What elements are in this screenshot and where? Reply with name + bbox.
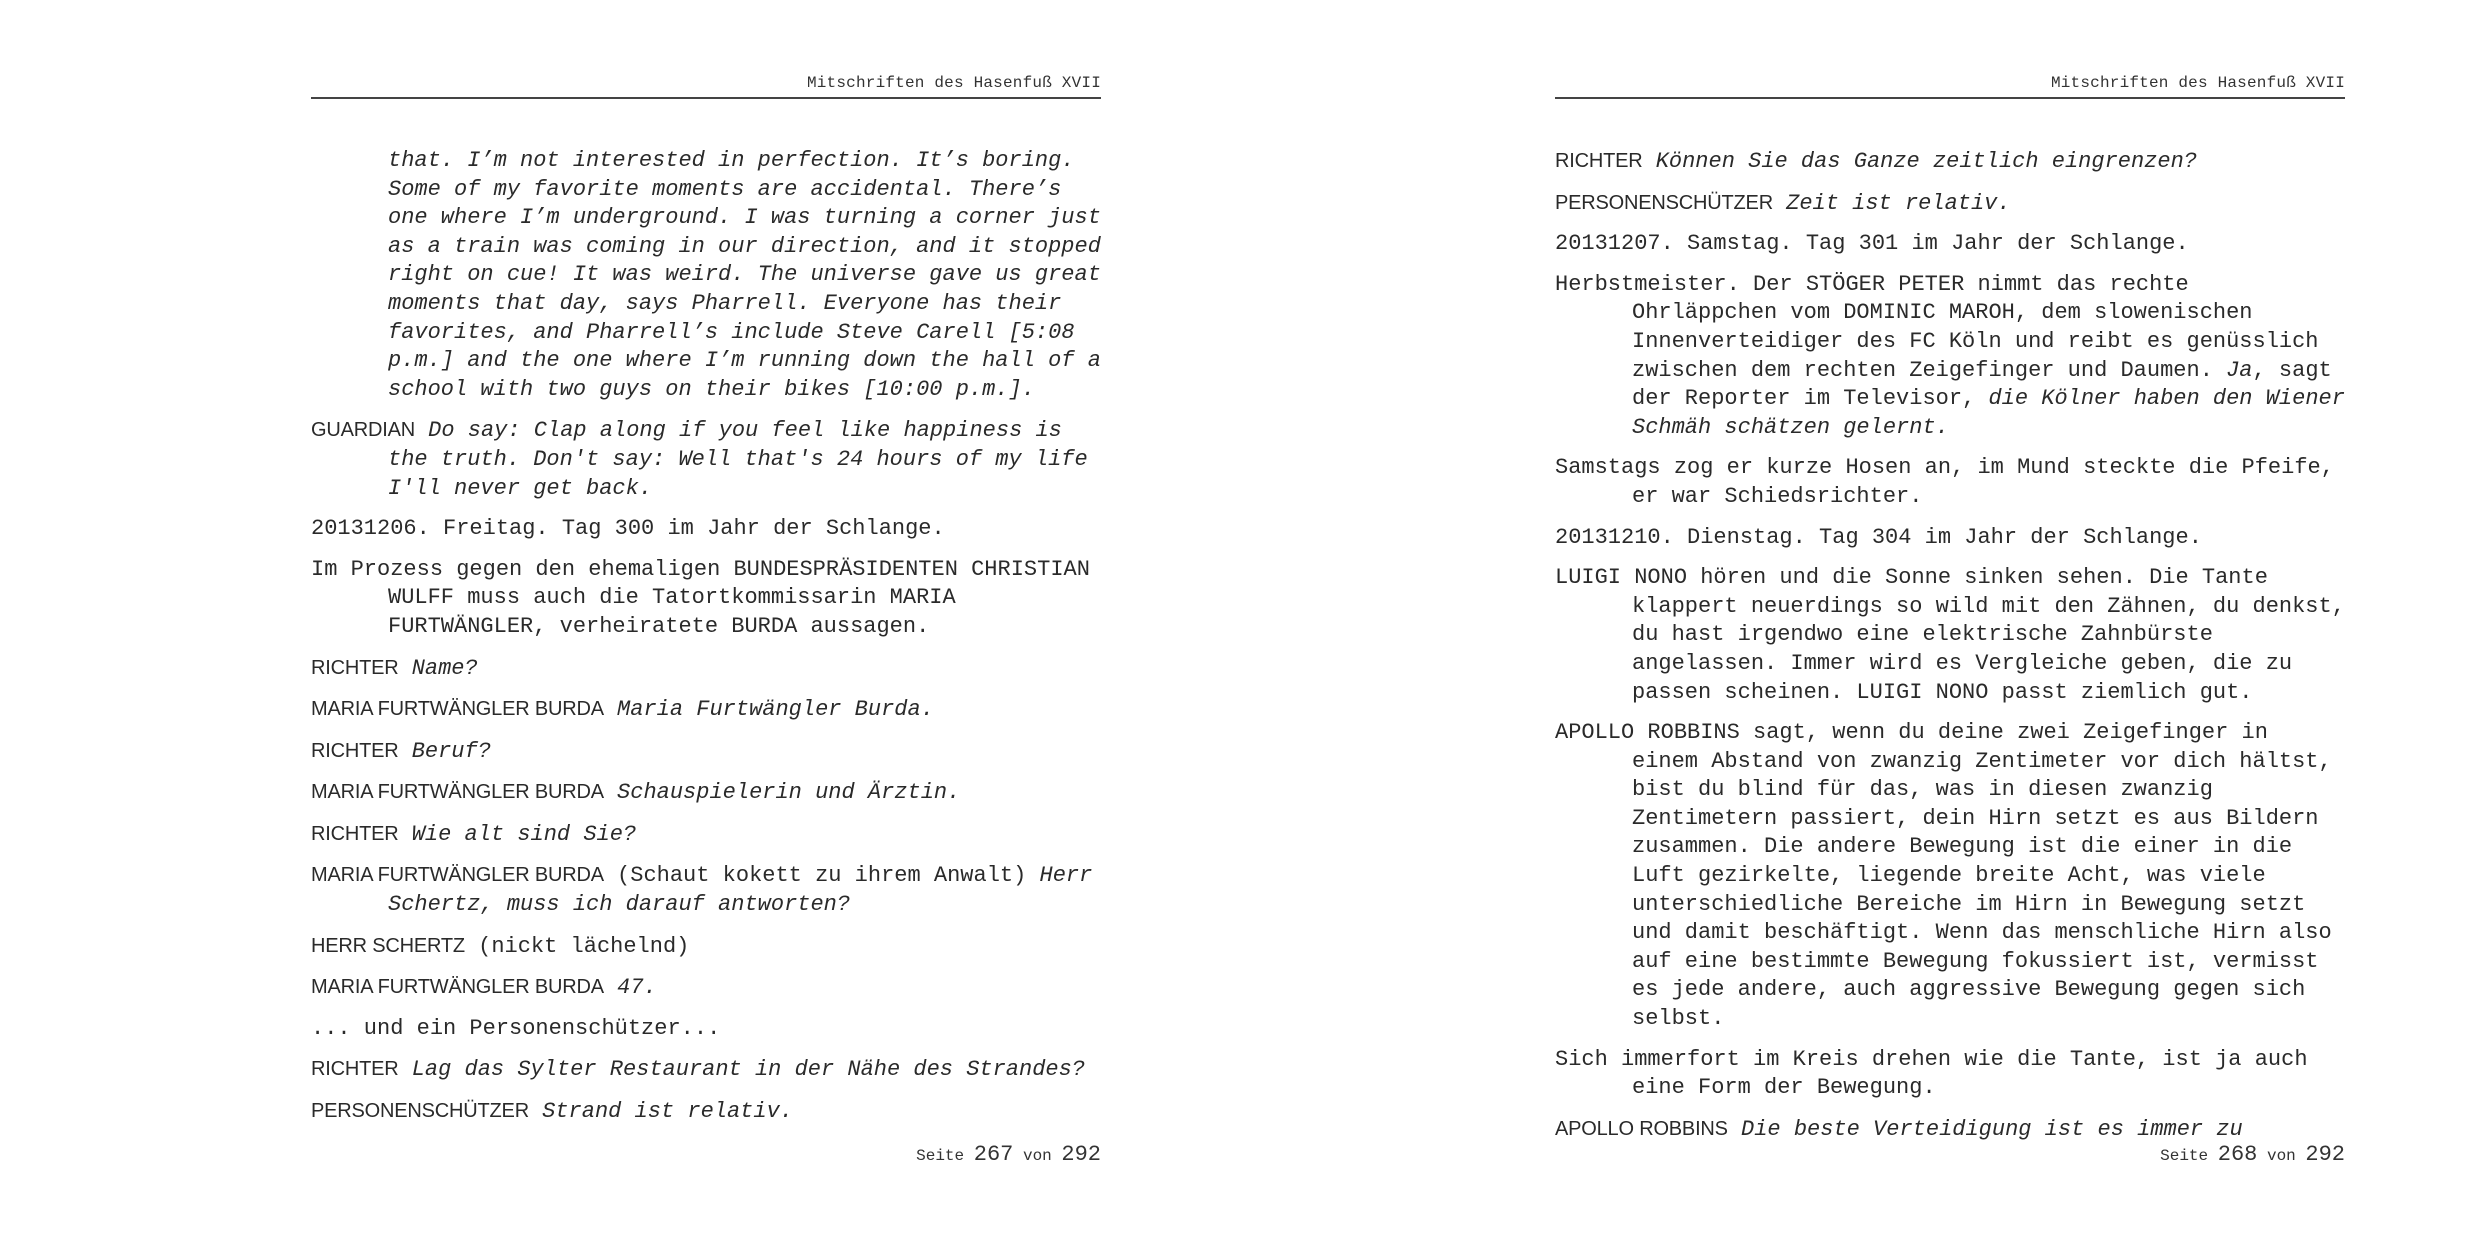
speaker-name: PERSONENSCHÜTZER bbox=[1555, 191, 1773, 214]
header-rule bbox=[1555, 97, 2345, 99]
page-number: 268 bbox=[2217, 1142, 2258, 1167]
dialogue-line bbox=[311, 416, 1101, 503]
italic-text: Strand ist relativ. bbox=[542, 1099, 793, 1125]
italic-text: Die beste Verteidigung ist es immer zu bbox=[1741, 1116, 2243, 1142]
page-number: 267 bbox=[973, 1142, 1014, 1167]
dialogue-line bbox=[311, 820, 1101, 850]
plain-text: Im Prozess gegen den ehemaligen BUNDESPRÄSIDENTEN CHRISTIAN WULFF muss auch die Tatortkommissarin MARIA FURTWÄNGLER, verheiratete BURDA aussagen. bbox=[311, 556, 1090, 639]
italic-text: Können Sie das Ganze zeitlich eingrenzen? bbox=[1655, 149, 2197, 174]
paragraph bbox=[1555, 719, 2345, 1034]
plain-text: LUIGI NONO hören und die Sonne sinken sehen. Die Tante klappert neuerdings so wild mit den Zähnen, du denkst, du hast irgendwo eine elektrische Zahnbürste angelassen. Immer wird es Vergleiche geben, die zu passen scheinen. LUIGI NONO passt ziemlich gut. bbox=[1555, 565, 2345, 705]
dialogue-line bbox=[311, 1097, 1101, 1127]
page-total: 292 bbox=[2305, 1142, 2345, 1167]
speaker-name: RICHTER bbox=[311, 739, 399, 762]
stage-direction: (nickt lächelnd) bbox=[478, 933, 690, 959]
plain-text: 20131207. Samstag. Tag 301 im Jahr der Schlange. bbox=[1555, 231, 2189, 257]
speaker-name: RICHTER bbox=[311, 656, 399, 679]
dialogue-line bbox=[311, 973, 1101, 1003]
dialogue-line bbox=[311, 778, 1101, 808]
page-body bbox=[1555, 147, 2345, 1156]
paragraph bbox=[1555, 271, 2345, 443]
page-footer bbox=[311, 1142, 1101, 1167]
dialogue-line bbox=[1555, 189, 2345, 219]
date-line bbox=[311, 515, 1101, 544]
speaker-name: GUARDIAN bbox=[311, 419, 415, 442]
italic-text: that. I’m not interested in perfection. It’s boring. Some of my favorite moments are accidental. There’s one where I’m underground. I was turning a corner just as a train was coming in our direction, and it stopped right on cue! It was weird. The universe gave us great moments that day, says Pharrell. Everyone has their favorites, and Pharrell’s include Steve Carell [5:08 p.m.] and the one where I’m running down the hall of a school with two guys on their bikes [10:00 p.m.]. bbox=[388, 148, 1101, 402]
footer-prefix: Seite bbox=[2160, 1147, 2209, 1165]
italic-text: 47. bbox=[617, 975, 657, 1001]
plain-text: APOLLO ROBBINS sagt, wenn du deine zwei Zeigefinger in einem Abstand von zwanzig Zentimeter vor dich hältst, bist du blind für das, was in diesen zwanzig Zentimetern passiert, dein Hirn setzt es aus Bildern zusammen. Die andere Bewegung ist die einer in die Luft gezirkelte, liegende breite Acht, was viele unterschiedliche Bereiche im Hirn in Bewegung setzt und damit beschäftigt. Wenn das menschliche Hirn also auf eine bestimmte Bewegung fokussiert ist, vermisst es jede andere, auch aggressive Bewegung gegen sich selbst. bbox=[1555, 720, 2332, 1032]
plain-text: Sich immerfort im Kreis drehen wie die Tante, ist ja auch eine Form der Bewegung. bbox=[1555, 1046, 2308, 1101]
speaker-name: PERSONENSCHÜTZER bbox=[311, 1100, 529, 1123]
speaker-name: RICHTER bbox=[311, 822, 399, 845]
left-page bbox=[311, 0, 1111, 1240]
speaker-name: HERR SCHERTZ bbox=[311, 934, 465, 957]
running-header: Mitschriften des Hasenfuß XVII bbox=[2050, 74, 2345, 92]
italic-text: Wie alt sind Sie? bbox=[411, 821, 637, 847]
speaker-name: RICHTER bbox=[1555, 150, 1643, 172]
date-line bbox=[1555, 230, 2345, 259]
speaker-name: MARIA FURTWÄNGLER BURDA bbox=[311, 698, 604, 721]
italic-text: Beruf? bbox=[411, 738, 491, 764]
stage-direction: (Schaut kokett zu ihrem Anwalt) bbox=[617, 863, 1027, 889]
dialogue-line bbox=[311, 695, 1101, 725]
plain-text: 20131206. Freitag. Tag 300 im Jahr der Schlange. bbox=[311, 516, 945, 542]
plain-text: 20131210. Dienstag. Tag 304 im Jahr der Schlange. bbox=[1555, 524, 2202, 550]
plain-text: ... und ein Personenschützer... bbox=[311, 1015, 721, 1041]
paragraph bbox=[311, 1015, 1101, 1044]
italic-text: die Kölner haben den Wiener Schmäh schätzen gelernt. bbox=[1632, 386, 2345, 440]
running-header: Mitschriften des Hasenfuß XVII bbox=[806, 74, 1101, 92]
dialogue-line bbox=[311, 861, 1101, 919]
page-footer bbox=[1555, 1142, 2345, 1167]
dialogue-line bbox=[311, 932, 1101, 962]
plain-text: Samstags zog er kurze Hosen an, im Mund steckte die Pfeife, er war Schiedsrichter. bbox=[1555, 455, 2334, 509]
italic-text: Schauspielerin und Ärztin. bbox=[617, 780, 961, 806]
italic-text: Name? bbox=[411, 655, 478, 681]
italic-text: Herr Schertz, muss ich darauf antworten? bbox=[388, 863, 1093, 918]
right-page bbox=[1555, 0, 2355, 1240]
footer-middle: von bbox=[2266, 1147, 2296, 1165]
speaker-name: APOLLO ROBBINS bbox=[1555, 1117, 1728, 1140]
italic-text: Maria Furtwängler Burda. bbox=[617, 697, 934, 723]
speaker-name: MARIA FURTWÄNGLER BURDA bbox=[311, 864, 604, 887]
paragraph bbox=[1555, 1046, 2345, 1103]
paragraph bbox=[1555, 564, 2345, 707]
paragraph bbox=[311, 556, 1101, 642]
italic-text: Zeit ist relativ. bbox=[1786, 190, 2011, 216]
italic-text: Ja bbox=[2226, 357, 2253, 383]
header-rule bbox=[311, 97, 1101, 99]
date-line bbox=[1555, 524, 2345, 553]
speaker-name: MARIA FURTWÄNGLER BURDA bbox=[311, 976, 604, 999]
dialogue-line bbox=[311, 737, 1101, 767]
page-total: 292 bbox=[1061, 1142, 1101, 1167]
italic-text: Lag das Sylter Restaurant in der Nähe des Strandes? bbox=[411, 1057, 1086, 1083]
footer-middle: von bbox=[1022, 1147, 1052, 1165]
page-body bbox=[311, 147, 1101, 1139]
italic-text: Do say: Clap along if you feel like happiness is the truth. Don't say: Well that's 24 hours of my life I'll never get back. bbox=[388, 418, 1088, 501]
dialogue-line bbox=[1555, 1115, 2345, 1145]
speaker-name: RICHTER bbox=[311, 1058, 399, 1081]
plain-text: Herbstmeister. Der STÖGER PETER nimmt das rechte Ohrläppchen vom DOMINIC MAROH, dem slowenischen Innenverteidiger des FC Köln und reibt es genüsslich zwischen dem rechten Zeigefinger und Daumen. bbox=[1555, 271, 2319, 383]
paragraph bbox=[311, 147, 1101, 404]
plain-text: , sagt der Reporter im Televisor, bbox=[1632, 357, 2332, 412]
speaker-name: MARIA FURTWÄNGLER BURDA bbox=[311, 781, 604, 804]
footer-prefix: Seite bbox=[916, 1147, 965, 1165]
dialogue-line bbox=[1555, 147, 2345, 177]
paragraph bbox=[1555, 454, 2345, 511]
dialogue-line bbox=[311, 654, 1101, 684]
dialogue-line bbox=[311, 1055, 1101, 1085]
